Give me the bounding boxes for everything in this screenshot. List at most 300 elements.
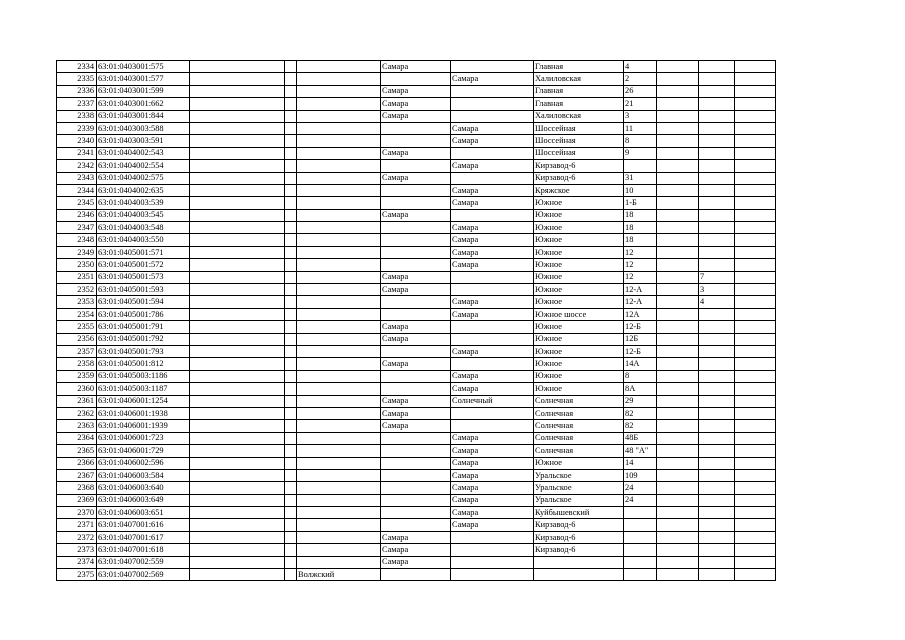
- table-row: [57, 420, 776, 432]
- table-cell: [285, 358, 297, 370]
- table-cell: [297, 519, 381, 531]
- table-cell: [451, 321, 534, 333]
- table-cell: Южное: [534, 284, 624, 296]
- table-cell: Солнечная: [534, 407, 624, 419]
- row-number-cell: 2340: [57, 135, 97, 147]
- table-cell: [657, 246, 699, 258]
- table-cell: [381, 246, 451, 258]
- table-cell: [735, 147, 776, 159]
- table-cell: 12: [624, 246, 657, 258]
- table-cell: [297, 333, 381, 345]
- table-cell: Главная: [534, 61, 624, 73]
- table-cell: [451, 407, 534, 419]
- table-cell: 12-Б: [624, 321, 657, 333]
- table-cell: [190, 345, 285, 357]
- table-row: [57, 246, 776, 258]
- table-cell: [451, 209, 534, 221]
- table-cell: [699, 531, 735, 543]
- row-number-cell: 2358: [57, 358, 97, 370]
- table-cell: [699, 259, 735, 271]
- table-cell: [285, 110, 297, 122]
- table-cell: Самара: [381, 358, 451, 370]
- table-cell: [699, 469, 735, 481]
- row-number-cell: 2362: [57, 407, 97, 419]
- cadastral-number-cell: 63:01:0403001:662: [97, 98, 190, 110]
- table-cell: [657, 172, 699, 184]
- cadastral-number-cell: 63:01:0405001:594: [97, 296, 190, 308]
- cadastral-number-cell: 63:01:0406001:723: [97, 432, 190, 444]
- row-number-cell: 2373: [57, 544, 97, 556]
- table-cell: [190, 85, 285, 97]
- cadastral-number-cell: 63:01:0406003:649: [97, 494, 190, 506]
- table-row: [57, 358, 776, 370]
- table-cell: [381, 73, 451, 85]
- cadastral-number-cell: 63:01:0405001:786: [97, 308, 190, 320]
- table-cell: [190, 469, 285, 481]
- table-cell: [657, 296, 699, 308]
- table-cell: [190, 395, 285, 407]
- table-cell: [735, 234, 776, 246]
- table-row: [57, 98, 776, 110]
- table-cell: 21: [624, 98, 657, 110]
- table-cell: [699, 395, 735, 407]
- table-cell: [657, 209, 699, 221]
- table-cell: [699, 61, 735, 73]
- cadastral-number-cell: 63:01:0404002:635: [97, 184, 190, 196]
- table-cell: [624, 544, 657, 556]
- table-cell: Самара: [451, 370, 534, 382]
- table-cell: [624, 556, 657, 568]
- table-cell: [735, 469, 776, 481]
- table-cell: [699, 569, 735, 581]
- table-cell: [451, 61, 534, 73]
- table-cell: [451, 544, 534, 556]
- table-cell: [285, 122, 297, 134]
- table-cell: [699, 234, 735, 246]
- cadastral-number-cell: 63:01:0407001:617: [97, 531, 190, 543]
- table-cell: [285, 160, 297, 172]
- table-cell: 18: [624, 234, 657, 246]
- table-cell: [624, 160, 657, 172]
- table-cell: 4: [699, 296, 735, 308]
- cadastral-number-cell: 63:01:0406001:729: [97, 445, 190, 457]
- table-cell: [699, 432, 735, 444]
- table-cell: [285, 445, 297, 457]
- cadastral-number-cell: 63:01:0404002:575: [97, 172, 190, 184]
- table-row: [57, 432, 776, 444]
- table-cell: [735, 321, 776, 333]
- table-cell: [297, 172, 381, 184]
- row-number-cell: 2354: [57, 308, 97, 320]
- table-row: [57, 482, 776, 494]
- cadastral-number-cell: 63:01:0403003:588: [97, 122, 190, 134]
- table-cell: 12: [624, 271, 657, 283]
- table-cell: [285, 395, 297, 407]
- table-cell: [699, 135, 735, 147]
- table-row: [57, 469, 776, 481]
- table-cell: [735, 98, 776, 110]
- table-row: [57, 531, 776, 543]
- table-cell: [297, 234, 381, 246]
- row-number-cell: 2356: [57, 333, 97, 345]
- table-cell: [285, 308, 297, 320]
- table-cell: [190, 271, 285, 283]
- table-cell: [657, 160, 699, 172]
- table-cell: [735, 85, 776, 97]
- table-row: [57, 321, 776, 333]
- table-cell: Южное: [534, 383, 624, 395]
- table-cell: Солнечный: [451, 395, 534, 407]
- table-cell: [285, 432, 297, 444]
- row-number-cell: 2374: [57, 556, 97, 568]
- table-cell: [285, 420, 297, 432]
- table-cell: 12: [624, 259, 657, 271]
- table-cell: [190, 147, 285, 159]
- table-cell: [735, 197, 776, 209]
- table-cell: [285, 271, 297, 283]
- table-cell: 3: [699, 284, 735, 296]
- cadastral-number-cell: 63:01:0405001:791: [97, 321, 190, 333]
- table-cell: [699, 321, 735, 333]
- row-number-cell: 2368: [57, 482, 97, 494]
- table-cell: [699, 383, 735, 395]
- table-cell: Самара: [451, 259, 534, 271]
- table-cell: [285, 569, 297, 581]
- table-cell: [699, 445, 735, 457]
- table-cell: [699, 345, 735, 357]
- table-cell: [297, 209, 381, 221]
- table-cell: 24: [624, 482, 657, 494]
- table-cell: [735, 259, 776, 271]
- table-cell: [190, 172, 285, 184]
- table-cell: [699, 122, 735, 134]
- table-cell: [657, 531, 699, 543]
- table-cell: [699, 197, 735, 209]
- table-cell: [381, 308, 451, 320]
- table-row: [57, 122, 776, 134]
- table-row: [57, 569, 776, 581]
- table-cell: [190, 321, 285, 333]
- table-cell: [735, 246, 776, 258]
- table-cell: Самара: [451, 383, 534, 395]
- table-cell: [297, 432, 381, 444]
- table-cell: [285, 457, 297, 469]
- table-cell: [735, 296, 776, 308]
- table-cell: [534, 556, 624, 568]
- table-row: [57, 370, 776, 382]
- table-cell: [285, 98, 297, 110]
- table-cell: [297, 469, 381, 481]
- table-cell: [699, 482, 735, 494]
- table-row: [57, 333, 776, 345]
- table-cell: [297, 321, 381, 333]
- row-number-cell: 2343: [57, 172, 97, 184]
- row-number-cell: 2351: [57, 271, 97, 283]
- table-cell: Самара: [381, 420, 451, 432]
- cadastral-number-cell: 63:01:0404003:539: [97, 197, 190, 209]
- table-cell: Главная: [534, 85, 624, 97]
- table-cell: [285, 556, 297, 568]
- table-cell: [699, 209, 735, 221]
- row-number-cell: 2366: [57, 457, 97, 469]
- table-row: [57, 308, 776, 320]
- table-cell: [297, 122, 381, 134]
- table-cell: [657, 147, 699, 159]
- table-cell: Южное шоссе: [534, 308, 624, 320]
- table-cell: [285, 85, 297, 97]
- table-cell: [451, 147, 534, 159]
- table-cell: [657, 110, 699, 122]
- table-row: [57, 85, 776, 97]
- table-cell: Самара: [381, 407, 451, 419]
- table-cell: [699, 420, 735, 432]
- table-cell: Солнечная: [534, 420, 624, 432]
- table-row: [57, 172, 776, 184]
- cadastral-number-cell: 63:01:0405001:571: [97, 246, 190, 258]
- table-cell: [297, 98, 381, 110]
- table-cell: Самара: [451, 73, 534, 85]
- table-cell: [285, 544, 297, 556]
- table-cell: [381, 457, 451, 469]
- table-cell: [735, 432, 776, 444]
- table-cell: [735, 457, 776, 469]
- table-cell: [285, 333, 297, 345]
- table-cell: Самара: [381, 544, 451, 556]
- table-cell: [381, 482, 451, 494]
- table-cell: Халиловская: [534, 73, 624, 85]
- table-cell: [657, 135, 699, 147]
- table-cell: [699, 370, 735, 382]
- table-cell: [735, 222, 776, 234]
- table-cell: Самара: [451, 469, 534, 481]
- table-cell: [190, 569, 285, 581]
- table-cell: [699, 98, 735, 110]
- table-cell: [699, 407, 735, 419]
- table-cell: Самара: [451, 122, 534, 134]
- table-cell: [451, 172, 534, 184]
- table-cell: [735, 135, 776, 147]
- table-cell: [657, 457, 699, 469]
- cadastral-number-cell: 63:01:0404003:545: [97, 209, 190, 221]
- table-cell: [735, 507, 776, 519]
- table-cell: [285, 383, 297, 395]
- table-cell: [285, 296, 297, 308]
- table-cell: [699, 308, 735, 320]
- cadastral-number-cell: 63:01:0404003:550: [97, 234, 190, 246]
- table-row: [57, 383, 776, 395]
- table-cell: [190, 184, 285, 196]
- row-number-cell: 2370: [57, 507, 97, 519]
- table-cell: [285, 135, 297, 147]
- table-cell: Самара: [451, 234, 534, 246]
- table-cell: [297, 556, 381, 568]
- table-row: [57, 395, 776, 407]
- table-cell: [735, 333, 776, 345]
- table-cell: [699, 110, 735, 122]
- table-cell: [735, 445, 776, 457]
- table-cell: Южное: [534, 259, 624, 271]
- table-cell: [190, 259, 285, 271]
- table-cell: [297, 358, 381, 370]
- table-body: [57, 61, 776, 581]
- row-number-cell: 2364: [57, 432, 97, 444]
- table-cell: Самара: [451, 507, 534, 519]
- row-number-cell: 2335: [57, 73, 97, 85]
- cadastral-number-cell: 63:01:0403001:599: [97, 85, 190, 97]
- table-cell: [297, 482, 381, 494]
- table-cell: [657, 122, 699, 134]
- table-cell: [285, 61, 297, 73]
- table-cell: [285, 234, 297, 246]
- row-number-cell: 2371: [57, 519, 97, 531]
- table-cell: [657, 321, 699, 333]
- table-cell: Самара: [451, 135, 534, 147]
- table-cell: [451, 110, 534, 122]
- table-row: [57, 73, 776, 85]
- cadastral-number-cell: 63:01:0405001:593: [97, 284, 190, 296]
- table-cell: Уральское: [534, 469, 624, 481]
- table-cell: 48 "А": [624, 445, 657, 457]
- table-cell: [624, 519, 657, 531]
- table-cell: [735, 73, 776, 85]
- table-cell: [285, 407, 297, 419]
- table-cell: Самара: [451, 296, 534, 308]
- table-cell: [285, 184, 297, 196]
- row-number-cell: 2347: [57, 222, 97, 234]
- table-cell: [735, 184, 776, 196]
- table-cell: 8: [624, 135, 657, 147]
- cadastral-number-cell: 63:01:0405001:572: [97, 259, 190, 271]
- table-row: [57, 519, 776, 531]
- table-cell: [735, 420, 776, 432]
- table-cell: [190, 73, 285, 85]
- table-cell: 26: [624, 85, 657, 97]
- row-number-cell: 2363: [57, 420, 97, 432]
- table-cell: [699, 160, 735, 172]
- cadastral-number-cell: 63:01:0405001:573: [97, 271, 190, 283]
- table-row: [57, 197, 776, 209]
- cadastral-table: [56, 60, 776, 581]
- table-cell: [381, 494, 451, 506]
- table-cell: 10: [624, 184, 657, 196]
- table-cell: [285, 370, 297, 382]
- table-cell: [381, 445, 451, 457]
- table-cell: [297, 197, 381, 209]
- table-cell: [657, 271, 699, 283]
- table-cell: [699, 172, 735, 184]
- table-cell: [699, 544, 735, 556]
- table-cell: [451, 531, 534, 543]
- table-cell: [381, 383, 451, 395]
- cadastral-number-cell: 63:01:0403001:844: [97, 110, 190, 122]
- table-cell: [451, 98, 534, 110]
- table-cell: Куйбышевский: [534, 507, 624, 519]
- table-cell: 12-А: [624, 296, 657, 308]
- table-cell: [657, 519, 699, 531]
- table-cell: [297, 544, 381, 556]
- table-cell: [735, 284, 776, 296]
- table-cell: Шоссейная: [534, 147, 624, 159]
- table-cell: [297, 296, 381, 308]
- table-cell: [297, 383, 381, 395]
- table-cell: [285, 172, 297, 184]
- cadastral-number-cell: 63:01:0404003:548: [97, 222, 190, 234]
- table-row: [57, 259, 776, 271]
- table-cell: [381, 469, 451, 481]
- table-cell: Шоссейная: [534, 135, 624, 147]
- table-cell: [190, 135, 285, 147]
- table-row: [57, 296, 776, 308]
- table-cell: [297, 222, 381, 234]
- table-cell: 18: [624, 209, 657, 221]
- table-cell: [451, 569, 534, 581]
- table-cell: [381, 569, 451, 581]
- table-cell: [699, 519, 735, 531]
- table-cell: [657, 333, 699, 345]
- table-cell: Кирзавод-6: [534, 172, 624, 184]
- table-cell: [657, 222, 699, 234]
- table-cell: [735, 544, 776, 556]
- table-row: [57, 135, 776, 147]
- table-cell: [657, 383, 699, 395]
- table-cell: Самара: [381, 110, 451, 122]
- table-cell: [285, 246, 297, 258]
- cadastral-number-cell: 63:01:0405001:793: [97, 345, 190, 357]
- cadastral-number-cell: 63:01:0404002:543: [97, 147, 190, 159]
- table-cell: [381, 432, 451, 444]
- row-number-cell: 2336: [57, 85, 97, 97]
- table-cell: Самара: [451, 160, 534, 172]
- table-cell: [190, 457, 285, 469]
- table-cell: [451, 333, 534, 345]
- table-cell: [699, 246, 735, 258]
- table-cell: [297, 345, 381, 357]
- table-cell: [699, 222, 735, 234]
- table-cell: 4: [624, 61, 657, 73]
- table-cell: 14А: [624, 358, 657, 370]
- table-cell: [735, 209, 776, 221]
- table-cell: [190, 308, 285, 320]
- row-number-cell: 2357: [57, 345, 97, 357]
- table-cell: Шоссейная: [534, 122, 624, 134]
- table-cell: [657, 569, 699, 581]
- table-cell: Самара: [451, 494, 534, 506]
- table-cell: 29: [624, 395, 657, 407]
- table-cell: [657, 420, 699, 432]
- table-cell: [657, 544, 699, 556]
- table-cell: [190, 507, 285, 519]
- table-row: [57, 222, 776, 234]
- table-cell: [735, 519, 776, 531]
- row-number-cell: 2359: [57, 370, 97, 382]
- cadastral-number-cell: 63:01:0406001:1938: [97, 407, 190, 419]
- table-cell: Южное: [534, 457, 624, 469]
- table-cell: 12-Б: [624, 345, 657, 357]
- table-row: [57, 494, 776, 506]
- table-cell: [190, 494, 285, 506]
- table-cell: [190, 122, 285, 134]
- table-cell: [657, 370, 699, 382]
- table-row: [57, 284, 776, 296]
- table-cell: [190, 358, 285, 370]
- table-cell: [381, 160, 451, 172]
- table-cell: 2: [624, 73, 657, 85]
- table-cell: [297, 457, 381, 469]
- table-cell: Волжский: [297, 569, 381, 581]
- table-cell: [657, 432, 699, 444]
- table-cell: [657, 308, 699, 320]
- cadastral-number-cell: 63:01:0405003:1187: [97, 383, 190, 395]
